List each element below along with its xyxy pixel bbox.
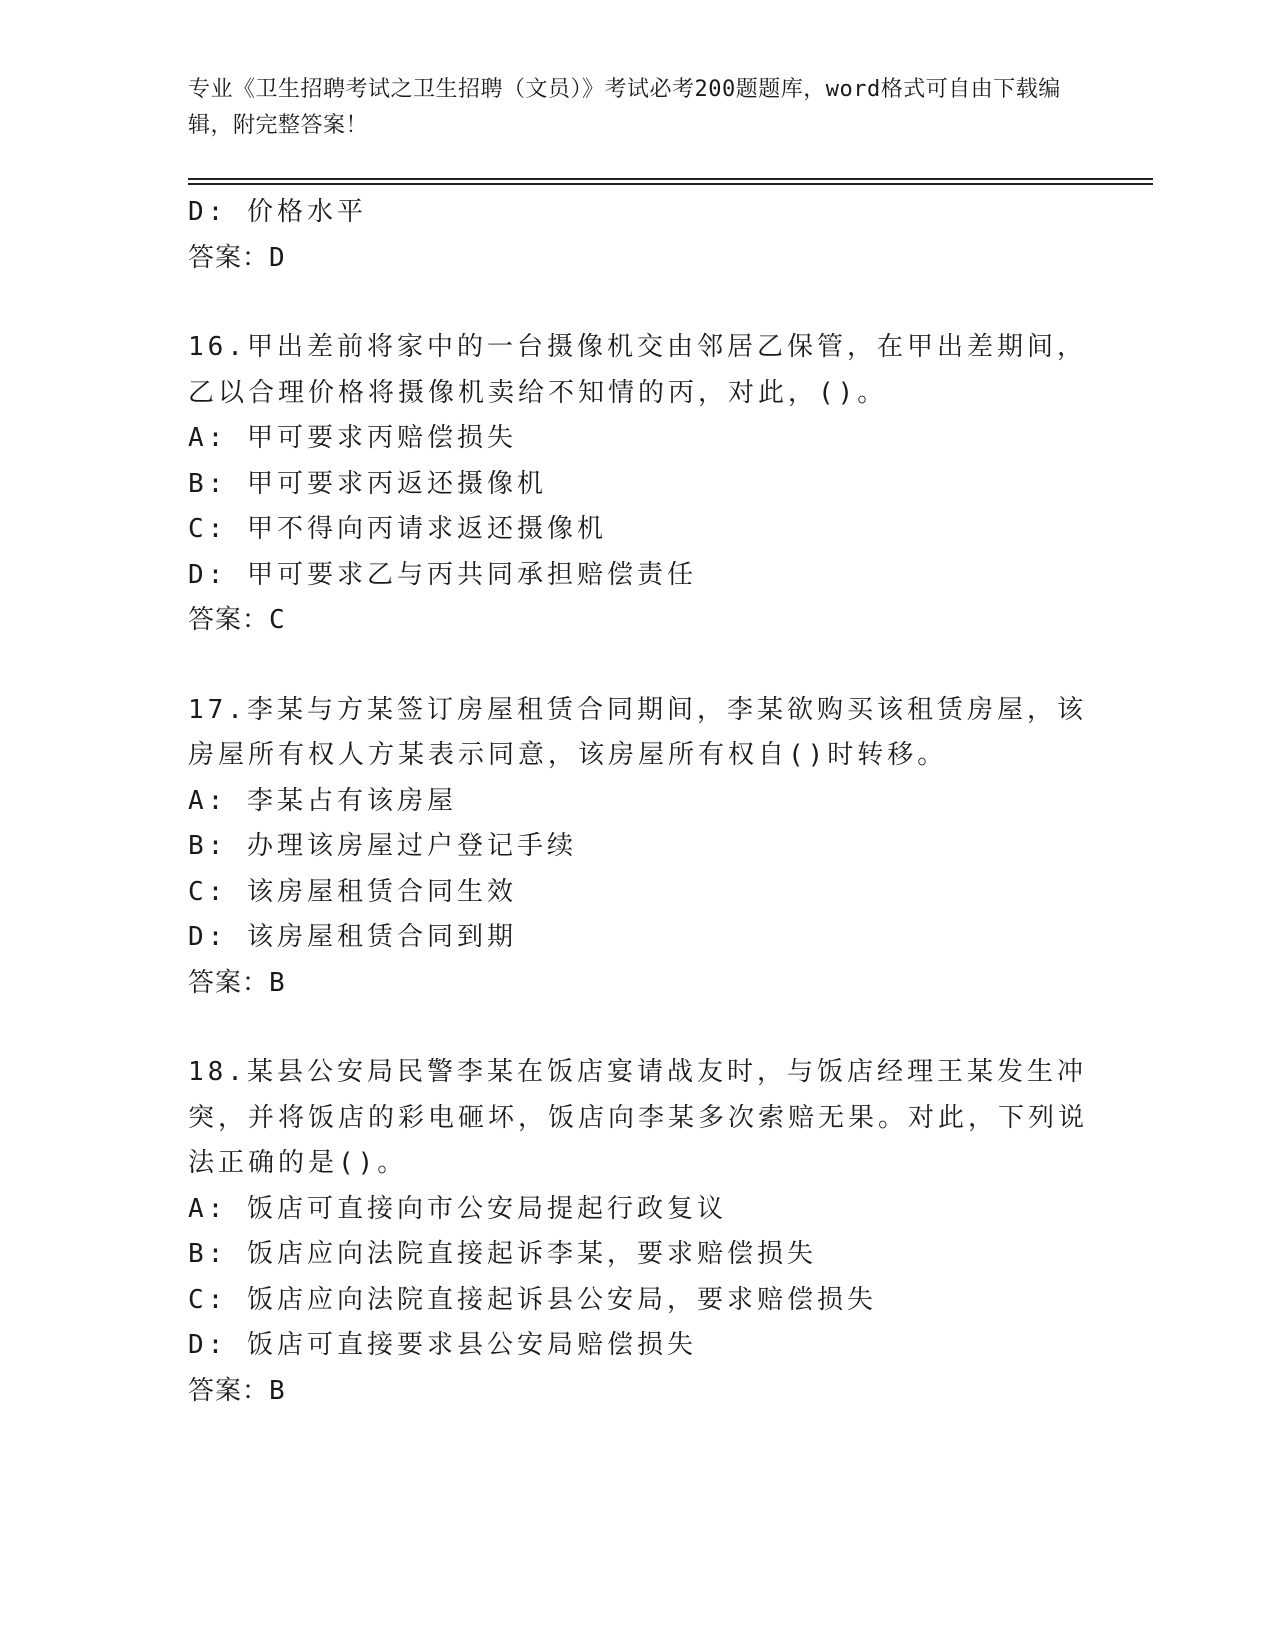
option-c: C: 甲不得向丙请求返还摄像机	[188, 514, 607, 544]
option-b: B: 办理该房屋过户登记手续	[188, 831, 577, 861]
answer: 答案：B	[188, 967, 286, 998]
option-d: D: 甲可要求乙与丙共同承担赔偿责任	[188, 559, 697, 590]
answer: 答案：B	[188, 1375, 286, 1406]
option-d: D: 饭店可直接要求县公安局赔偿损失	[188, 1330, 697, 1360]
option-b: B: 饭店应向法院直接起诉李某，要求赔偿损失	[188, 1239, 817, 1269]
question-stem: 18.某县公安局民警李某在饭店宴请战友时，与饭店经理王某发生冲突，并将饭店的彩电砸坏，饭店向李某多次索赔无果。对此，下列说法正确的是()。	[188, 1057, 1089, 1178]
option-a: A: 饭店可直接向市公安局提起行政复议	[188, 1193, 727, 1224]
option-c: C: 饭店应向法院直接起诉县公安局，要求赔偿损失	[188, 1284, 877, 1315]
header-rule-bottom	[188, 183, 1153, 185]
question-18	[188, 1050, 1088, 1414]
question-stem: 17.李某与方某签订房屋租赁合同期间，李某欲购买该租赁房屋，该房屋所有权人方某表示同意，该房屋所有权自()时转移。	[188, 694, 1087, 770]
option-d-carry-over: D: 价格水平	[188, 197, 367, 227]
question-17	[188, 688, 1088, 1007]
header-rule-top	[188, 178, 1153, 180]
question-stem: 16.甲出差前将家中的一台摄像机交由邻居乙保管，在甲出差期间，乙以合理价格将摄像机卖给不知情的丙，对此，()。	[188, 332, 1087, 408]
question-16	[188, 325, 1088, 644]
answer: 答案：C	[188, 605, 286, 635]
option-b: B: 甲可要求丙返还摄像机	[188, 468, 547, 499]
option-a: A: 李某占有该房屋	[188, 785, 457, 816]
option-d: D: 该房屋租赁合同到期	[188, 922, 517, 952]
option-a: A: 甲可要求丙赔偿损失	[188, 423, 517, 453]
document-body	[188, 190, 1088, 1414]
document-header: 专业《卫生招聘考试之卫生招聘（文员）》考试必考200题题库，word格式可自由下载编辑，附完整答案！	[188, 77, 1061, 138]
option-c: C: 该房屋租赁合同生效	[188, 876, 517, 907]
answer-carry-over: 答案：D	[188, 242, 286, 273]
